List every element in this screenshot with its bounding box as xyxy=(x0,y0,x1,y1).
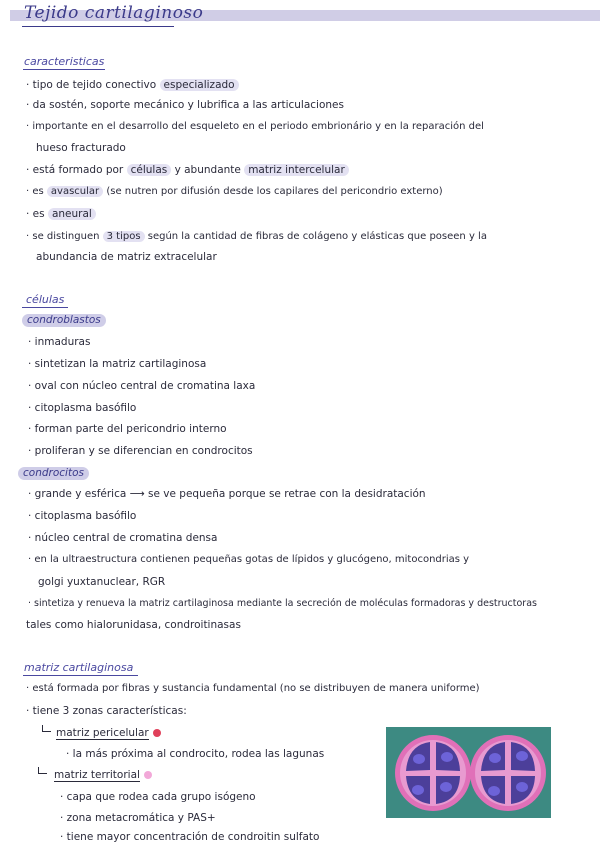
condrocitos-line-5: golgi yuxtanuclear, RGR xyxy=(28,576,166,588)
section-heading-caracteristicas: caracteristicas xyxy=(24,55,105,68)
highlight-aneural: aneural xyxy=(48,208,96,220)
heading-underline xyxy=(23,69,105,70)
territorial-label: matriz territorial xyxy=(54,769,152,781)
condrocitos-line-3: · núcleo central de cromatina densa xyxy=(28,532,218,544)
condroblastos-line-5: · forman parte del pericondrio interno xyxy=(28,423,227,435)
condrocitos-line-4: · en la ultraestructura contienen pequeñas gotas de lípidos y glucógeno, mitocondrias y xyxy=(28,554,470,565)
condroblastos-line-2: · sintetizan la matriz cartilaginosa xyxy=(28,358,207,370)
condroblastos-line-6: · proliferan y se diferencian en condrocitos xyxy=(28,445,253,457)
highlight-especializado: especializado xyxy=(160,79,239,91)
territorial-detail-3: · tiene mayor concentración de condroitin sulfato xyxy=(60,831,320,843)
caract-line-9: abundancia de matriz extracelular xyxy=(26,251,217,263)
label-condroblastos: condroblastos xyxy=(22,314,106,327)
territorial-detail-2: · zona metacromática y PAS+ xyxy=(60,812,216,824)
condroblastos-line-1: · inmaduras xyxy=(28,336,91,348)
matriz-line-2: · tiene 3 zonas características: xyxy=(26,705,187,717)
heading-underline xyxy=(23,675,138,676)
highlight-avascular: avascular xyxy=(47,186,103,197)
condroblastos-line-3: · oval con núcleo central de cromatina laxa xyxy=(28,380,256,392)
territorial-detail-1: · capa que rodea cada grupo isógeno xyxy=(60,791,256,803)
branch-connector xyxy=(38,767,47,774)
section-heading-matriz: matriz cartilaginosa xyxy=(24,661,134,674)
isogenous-group-illustration xyxy=(386,727,551,818)
highlight-celulas: células xyxy=(127,164,172,176)
page-title: Tejido cartilaginoso xyxy=(24,3,204,23)
heading-underline xyxy=(22,307,68,308)
condrocitos-line-6: · sintetiza y renueva la matriz cartilaginosa mediante la secreción de moléculas formadoras y destructoras xyxy=(28,598,537,609)
pericelular-label: matriz pericelular xyxy=(56,727,161,739)
condrocitos-line-7: tales como hialorunidasa, condroitinasas xyxy=(26,619,241,631)
matriz-line-1: · está formada por fibras y sustancia fundamental (no se distribuyen de manera uniforme) xyxy=(26,683,480,694)
isogenous-group-left xyxy=(395,735,471,811)
pericelular-detail: · la más próxima al condrocito, rodea las lagunas xyxy=(66,748,325,760)
label-condrocitos: condrocitos xyxy=(18,467,89,480)
highlight-3-tipos: 3 tipos xyxy=(103,231,145,242)
caract-line-1: · tipo de tejido conectivo especializado xyxy=(26,79,239,91)
condrocitos-line-1: · grande y esférica ⟶ se ve pequeña porque se retrae con la desidratación xyxy=(28,488,426,500)
pericelular-color-dot xyxy=(153,729,161,737)
caract-line-6: · es avascular (se nutren por difusión desde los capilares del pericondrio externo) xyxy=(26,186,443,197)
caract-line-5: · está formado por células y abundante matriz intercelular xyxy=(26,164,349,176)
caract-line-8: · se distinguen 3 tipos según la cantidad de fibras de colágeno y elásticas que poseen y la xyxy=(26,231,487,242)
condroblastos-line-4: · citoplasma basófilo xyxy=(28,402,137,414)
caract-line-2: · da sostén, soporte mecánico y lubrifica a las articulaciones xyxy=(26,99,344,111)
caract-line-7: · es aneural xyxy=(26,208,96,220)
branch-connector xyxy=(42,725,51,732)
caract-line-3: · importante en el desarrollo del esqueleto en el periodo embrionário y en la reparación del xyxy=(26,121,484,132)
isogenous-groups-svg xyxy=(386,727,551,818)
highlight-matriz-intercelular: matriz intercelular xyxy=(244,164,349,176)
title-underline xyxy=(22,26,174,27)
caract-line-4: hueso fracturado xyxy=(26,142,126,154)
territorial-color-dot xyxy=(144,771,152,779)
condrocitos-line-2: · citoplasma basófilo xyxy=(28,510,137,522)
section-heading-celulas: células xyxy=(26,293,65,306)
isogenous-group-right xyxy=(470,735,546,811)
